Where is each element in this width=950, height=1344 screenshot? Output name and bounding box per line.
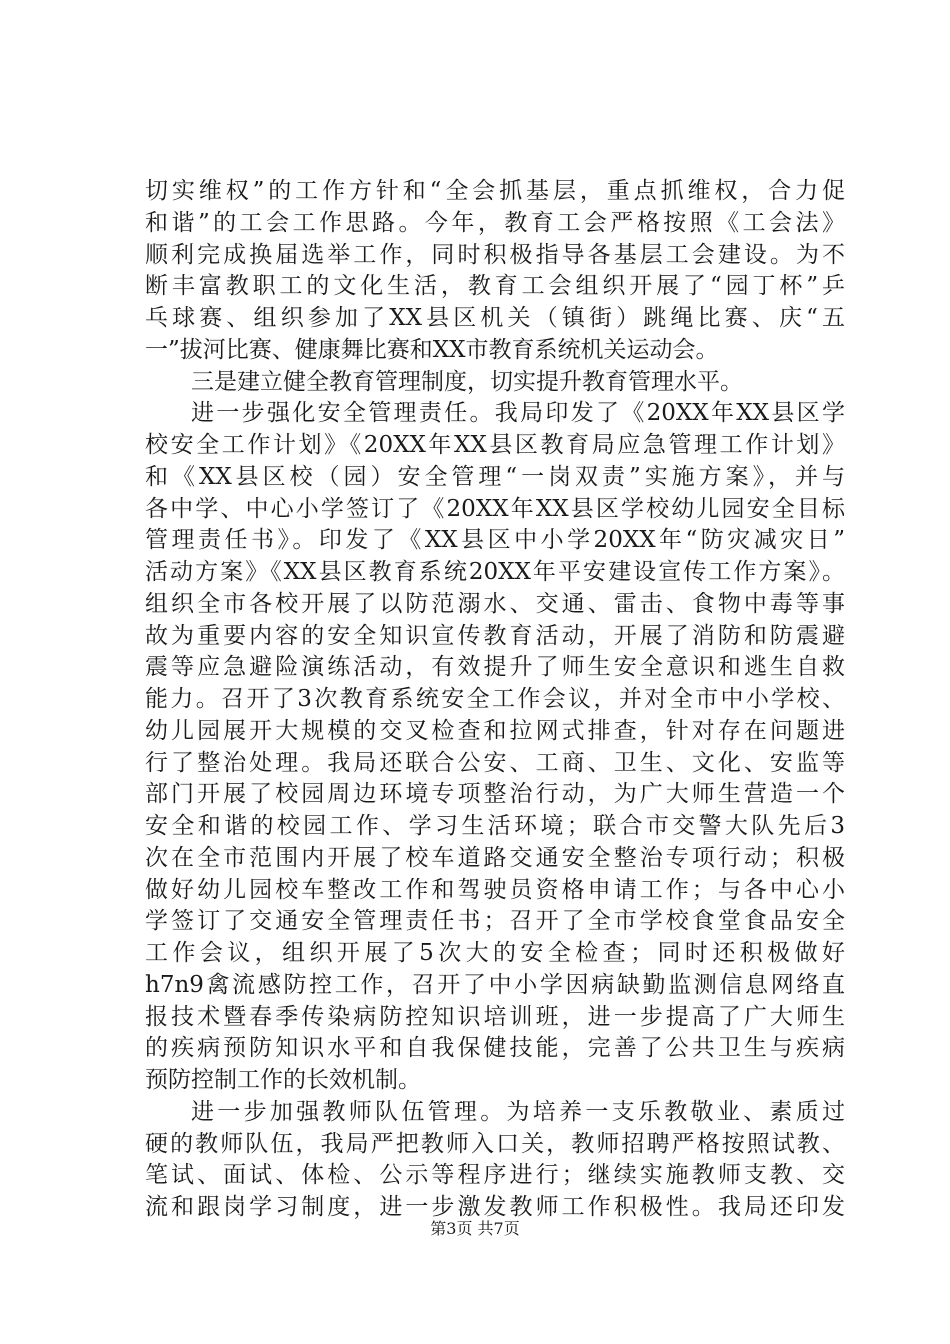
body-text: [145, 176, 845, 1224]
text-line: 和《XX县区校（园）安全管理“一岗双责”实施方案》，并与: [145, 463, 845, 490]
text-line: 预防控制工作的长效机制。: [145, 1067, 421, 1093]
text-line: 幼儿园展开大规模的交叉检查和拉网式排查，针对存在问题进: [145, 717, 845, 744]
text-line: 震等应急避险演练活动，有效提升了师生安全意识和逃生自救: [145, 654, 845, 681]
text-line: 报技术暨春季传染病防控知识培训班，进一步提高了广大师生: [145, 1003, 845, 1030]
text-line: 管理责任书》。印发了《XX县区中小学20XX年“防灾减灾日”: [145, 527, 845, 554]
text-line: 断丰富教职工的文化生活，教育工会组织开展了“园丁杯”乒: [145, 273, 845, 300]
text-line: 工作会议，组织开展了5次大的安全检查；同时还积极做好: [145, 940, 845, 966]
text-line: 进一步加强教师队伍管理。为培养一支乐教敬业、素质过: [191, 1098, 845, 1125]
text-line: 各中学、中心小学签订了《20XX年XX县区学校幼儿园安全目标: [145, 495, 845, 522]
text-line: 进一步强化安全管理责任。我局印发了《20XX年XX县区学: [191, 400, 845, 427]
text-line: h7n9禽流感防控工作，召开了中小学因病缺勤监测信息网络直: [145, 971, 845, 998]
text-line: 的疾病预防知识水平和自我保健技能，完善了公共卫生与疾病: [145, 1035, 845, 1062]
text-line: 行了整治处理。我局还联合公安、工商、卫生、文化、安监等: [145, 749, 845, 776]
text-line: 做好幼儿园校车整改工作和驾驶员资格申请工作；与各中心小: [145, 876, 845, 903]
text-line: 校安全工作计划》《20XX年XX县区教育局应急管理工作计划》: [145, 432, 845, 458]
text-line: 故为重要内容的安全知识宣传教育活动，开展了消防和防震避: [145, 622, 845, 649]
text-line: 学签订了交通安全管理责任书；召开了全市学校食堂食品安全: [145, 908, 845, 935]
text-line: 笔试、面试、体检、公示等程序进行；继续实施教师支教、交: [145, 1162, 845, 1189]
text-line: 次在全市范围内开展了校车道路交通安全整治专项行动；积极: [145, 844, 845, 871]
text-line: 三是建立健全教育管理制度，切实提升教育管理水平。: [191, 368, 743, 395]
page-footer: 第3页 共7页: [430, 1219, 520, 1238]
text-line: 组织全市各校开展了以防范溺水、交通、雷击、食物中毒等事: [145, 590, 845, 617]
text-line: 一”拔河比赛、健康舞比赛和XX市教育系统机关运动会。: [145, 336, 719, 363]
text-line: 活动方案》《XX县区教育系统20XX年平安建设宣传工作方案》。: [145, 559, 845, 585]
text-line: 部门开展了校园周边环境专项整治行动，为广大师生营造一个: [145, 781, 845, 808]
text-line: 顺利完成换届选举工作，同时积极指导各基层工会建设。为不: [145, 241, 845, 268]
text-line: 能力。召开了3次教育系统安全工作会议，并对全市中小学校、: [145, 686, 845, 712]
text-line: 硬的教师队伍，我局严把教师入口关，教师招聘严格按照试教、: [145, 1130, 845, 1157]
text-line: 和谐”的工会工作思路。今年，教育工会严格按照《工会法》: [145, 209, 845, 236]
text-line: 安全和谐的校园工作、学习生活环境；联合市交警大队先后3: [145, 813, 845, 839]
text-line: 切实维权”的工作方针和“全会抓基层，重点抓维权，合力促: [145, 178, 845, 204]
text-line: 流和跟岗学习制度，进一步激发教师工作积极性。我局还印发: [145, 1194, 845, 1220]
text-line: 乓球赛、组织参加了XX县区机关（镇街）跳绳比赛、庆“五: [145, 305, 845, 331]
